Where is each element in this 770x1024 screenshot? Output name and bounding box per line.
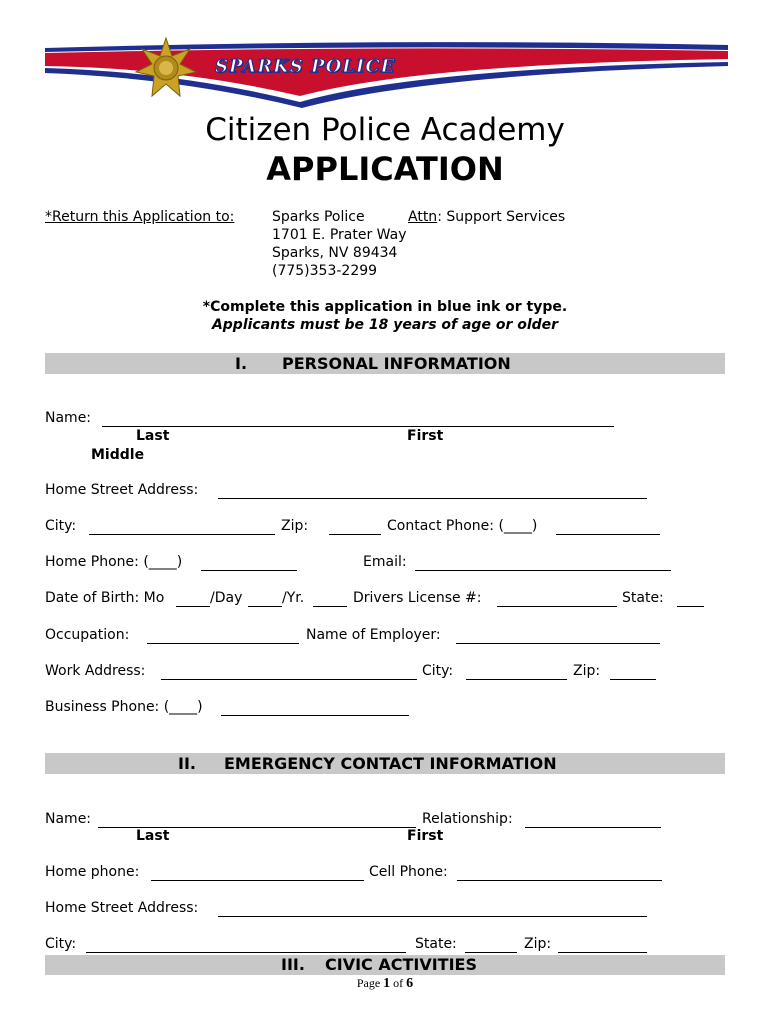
home-address-label: Home Street Address: (45, 482, 199, 498)
section-2-number: II. (178, 754, 196, 773)
ec-home-phone-field[interactable] (151, 880, 364, 881)
ec-home-phone-label: Home phone: (45, 864, 140, 880)
email-label: Email: (363, 554, 407, 570)
occupation-field[interactable] (147, 643, 299, 644)
ec-state-field[interactable] (465, 952, 517, 953)
page-prefix: Page (356, 976, 381, 990)
work-zip-field[interactable] (610, 679, 656, 680)
page-title: Citizen Police Academy (205, 112, 565, 148)
work-zip-label: Zip: (573, 663, 601, 679)
contact-phone-field[interactable] (556, 534, 660, 535)
section-1-header (45, 353, 725, 374)
ec-last-label: Last (136, 828, 170, 844)
employer-field[interactable] (456, 643, 660, 644)
attn-prefix: Attn (408, 209, 438, 225)
last-label: Last (136, 428, 170, 444)
employer-label: Name of Employer: (306, 627, 441, 643)
business-phone-field[interactable] (221, 715, 409, 716)
return-phone: (775)353-2299 (272, 263, 378, 279)
contact-phone-label: Contact Phone: (____) (387, 518, 538, 534)
ec-cell-phone-field[interactable] (457, 880, 662, 881)
section-1-title: PERSONAL INFORMATION (282, 354, 511, 373)
section-3-header (45, 955, 725, 975)
ec-state-label: State: (415, 936, 457, 952)
ec-zip-field[interactable] (558, 952, 647, 953)
police-star-badge-icon (134, 36, 198, 100)
ec-city-field[interactable] (86, 952, 406, 953)
zip-label: Zip: (281, 518, 309, 534)
name-field[interactable] (102, 426, 614, 427)
dob-mo-label: Date of Birth: Mo (45, 590, 165, 606)
work-address-label: Work Address: (45, 663, 146, 679)
return-attn (408, 209, 565, 225)
business-phone-label: Business Phone: (____) (45, 699, 203, 715)
work-address-field[interactable] (161, 679, 417, 680)
dob-month-field[interactable] (176, 606, 210, 607)
page-total: 6 (406, 976, 414, 991)
instruction-line-2: Applicants must be 18 years of age or older (211, 317, 559, 333)
home-phone-label: Home Phone: (____) (45, 554, 183, 570)
dob-day-label: /Day (210, 590, 243, 606)
section-2-title: EMERGENCY CONTACT INFORMATION (224, 754, 557, 773)
dob-year-field[interactable] (313, 606, 347, 607)
state-label: State: (622, 590, 664, 606)
home-phone-field[interactable] (201, 570, 297, 571)
page-current: 1 (383, 976, 391, 991)
ec-home-address-field[interactable] (218, 916, 647, 917)
ec-zip-label: Zip: (524, 936, 552, 952)
section-3-title: CIVIC ACTIVITIES (325, 955, 477, 974)
license-label: Drivers License #: (353, 590, 482, 606)
ec-city-label: City: (45, 936, 77, 952)
relationship-field[interactable] (525, 827, 661, 828)
return-org: Sparks Police (272, 209, 365, 225)
email-field[interactable] (415, 570, 671, 571)
work-city-field[interactable] (466, 679, 567, 680)
section-3-number: III. (281, 955, 305, 974)
ec-first-label: First (407, 828, 444, 844)
dob-day-field[interactable] (248, 606, 282, 607)
city-label: City: (45, 518, 77, 534)
city-field[interactable] (89, 534, 275, 535)
page-number (0, 976, 770, 992)
ec-name-label: Name: (45, 811, 92, 827)
attn-rest: : Support Services (437, 209, 566, 225)
instruction-line-1: *Complete this application in blue ink or type. (202, 299, 568, 315)
sparks-police-banner (40, 36, 730, 116)
zip-field[interactable] (329, 534, 381, 535)
ec-home-address-label: Home Street Address: (45, 900, 199, 916)
section-1-number: I. (235, 354, 248, 373)
return-city: Sparks, NV 89434 (272, 245, 398, 261)
relationship-label: Relationship: (422, 811, 513, 827)
license-field[interactable] (497, 606, 617, 607)
name-label: Name: (45, 410, 92, 426)
middle-label: Middle (91, 447, 145, 463)
page-of: of (393, 976, 404, 990)
ec-cell-phone-label: Cell Phone: (369, 864, 448, 880)
dob-yr-label: /Yr. (282, 590, 305, 606)
return-label: *Return this Application to: (45, 209, 235, 225)
return-street: 1701 E. Prater Way (272, 227, 407, 243)
state-field[interactable] (677, 606, 704, 607)
occupation-label: Occupation: (45, 627, 130, 643)
section-2-header (45, 753, 725, 774)
home-address-field[interactable] (218, 498, 647, 499)
work-city-label: City: (422, 663, 454, 679)
page-subtitle: APPLICATION (266, 150, 504, 188)
first-label: First (407, 428, 444, 444)
banner-title: SPARKS POLICE (215, 56, 396, 77)
